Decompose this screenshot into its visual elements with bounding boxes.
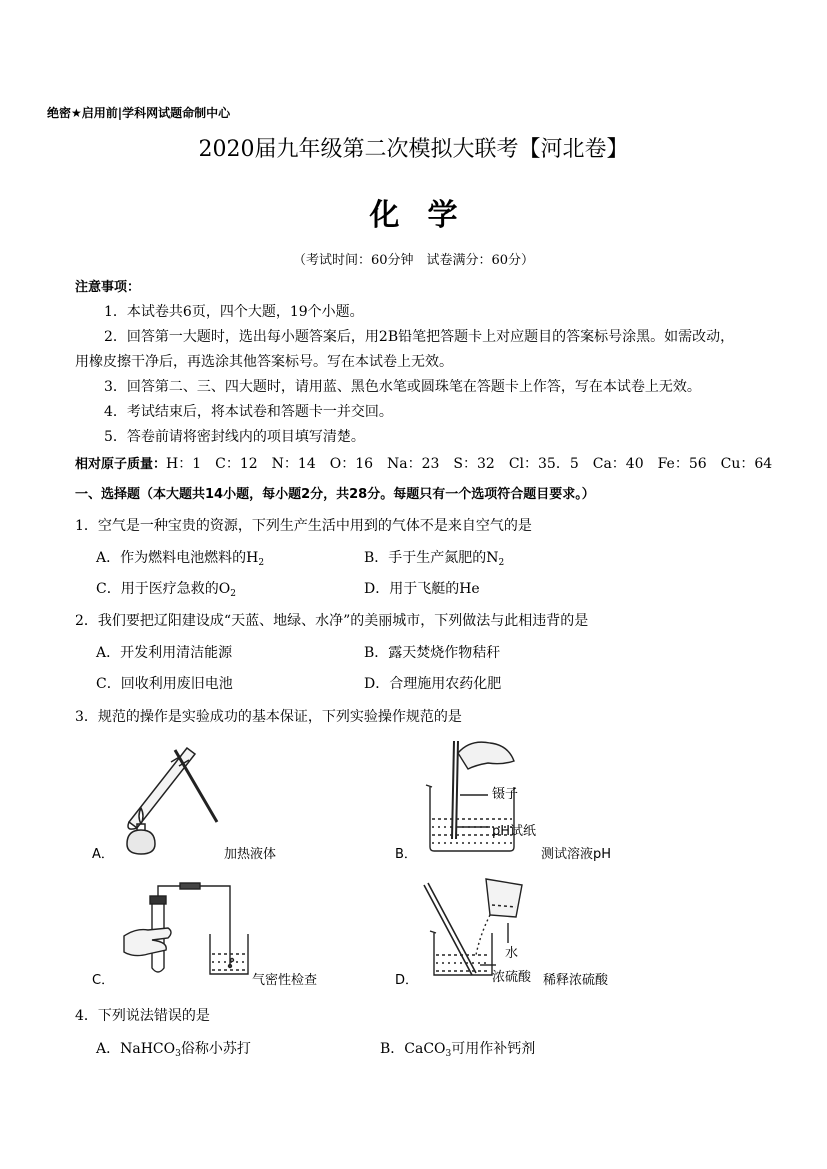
atomic-masses [75, 453, 772, 473]
q4-option-a: A．NaHCO$_3$俗称小苏打 [96, 1041, 251, 1059]
atomic-masses-values: H：1 C：12 N：14 O：16 Na：23 S：32 Cl：35．5 Ca：40 Fe：56 Cu：64 [166, 456, 773, 472]
notice-item-3: 3．回答第二、三、四大题时，请用蓝、黑色水笔或圆珠笔在答题卡上作答，写在本试卷上无效。 [104, 379, 701, 395]
q2-stem: 2．我们要把辽阳建设成“天蓝、地绿、水净”的美丽城市，下列做法与此相违背的是 [75, 613, 589, 629]
notice-item-2: 2．回答第一大题时，选出每小题答案后，用2B铅笔把答题卡上对应题目的答案标号涂黑。如需改动， [104, 329, 735, 345]
header-secret-label: 绝密★启用前|学科网试题命制中心 [47, 106, 231, 120]
subject-title: 化学 [369, 198, 486, 233]
q2-option-b: B．露天焚烧作物秸秆 [364, 645, 501, 661]
q3-option-b-caption: 测试溶液pH [541, 847, 612, 862]
exam-time-info: （考试时间：60分钟 试卷满分：60分） [292, 253, 535, 268]
q1-option-a: A．作为燃料电池燃料的$H_2$ [96, 550, 265, 568]
q3-figure-d-diluting [420, 875, 532, 980]
q3-option-b-letter: B． [395, 847, 417, 862]
q3-option-c-caption: 气密性检查 [252, 973, 318, 988]
q3-d-label-acid: 浓硫酸 [492, 970, 532, 985]
q4-option-b: B．CaCO$_3$可用作补钙剂 [380, 1041, 536, 1059]
q3-option-d-letter: D． [395, 973, 419, 988]
q1-option-c: C．用于医疗急救的$O_2$ [96, 581, 236, 599]
q1-stem: 1．空气是一种宝贵的资源，下列生产生活中用到的气体不是来自空气的是 [75, 518, 532, 534]
q3-option-d-caption: 稀释浓硫酸 [543, 973, 609, 988]
q3-figure-a-heating [115, 740, 225, 860]
notice-item-4: 4．考试结束后，将本试卷和答题卡一并交回。 [104, 404, 393, 420]
atomic-masses-label: 相对原子质量： [75, 457, 167, 472]
exam-title: 2020届九年级第二次模拟大联考【河北卷】 [198, 137, 629, 162]
q2-option-c: C．回收利用废旧电池 [96, 676, 233, 692]
section1-heading: 一、选择题（本大题共14小题，每小题2分，共28分。每题只有一个选项符合题目要求。） [75, 487, 595, 502]
notice-heading: 注意事项： [75, 280, 141, 295]
q3-option-a-letter: A． [92, 847, 114, 862]
q2-option-d: D．合理施用农药化肥 [364, 676, 502, 692]
q3-option-a-caption: 加热液体 [224, 847, 277, 862]
q1-option-d: D．用于飞艇的He [364, 581, 480, 597]
q3-b-label-tweezers: 镊子 [492, 787, 519, 802]
notice-item-1: 1．本试卷共6页，四个大题，19个小题。 [104, 304, 364, 320]
q3-figure-c-airtight [118, 878, 253, 978]
q3-option-c-letter: C． [92, 973, 115, 988]
q3-b-label-ph-paper: pH试纸 [492, 824, 537, 839]
q4-stem: 4．下列说法错误的是 [75, 1008, 210, 1024]
q3-stem: 3．规范的操作是实验成功的基本保证，下列实验操作规范的是 [75, 709, 462, 725]
q2-option-a: A．开发利用清洁能源 [96, 645, 233, 661]
q1-option-b: B．手于生产氮肥的$N_2$ [364, 550, 505, 568]
notice-item-2-cont: 用橡皮擦干净后，再选涂其他答案标号。写在本试卷上无效。 [75, 354, 453, 370]
notice-item-5: 5．答卷前请将密封线内的项目填写清楚。 [104, 429, 365, 445]
q3-d-label-water: 水 [505, 946, 519, 961]
